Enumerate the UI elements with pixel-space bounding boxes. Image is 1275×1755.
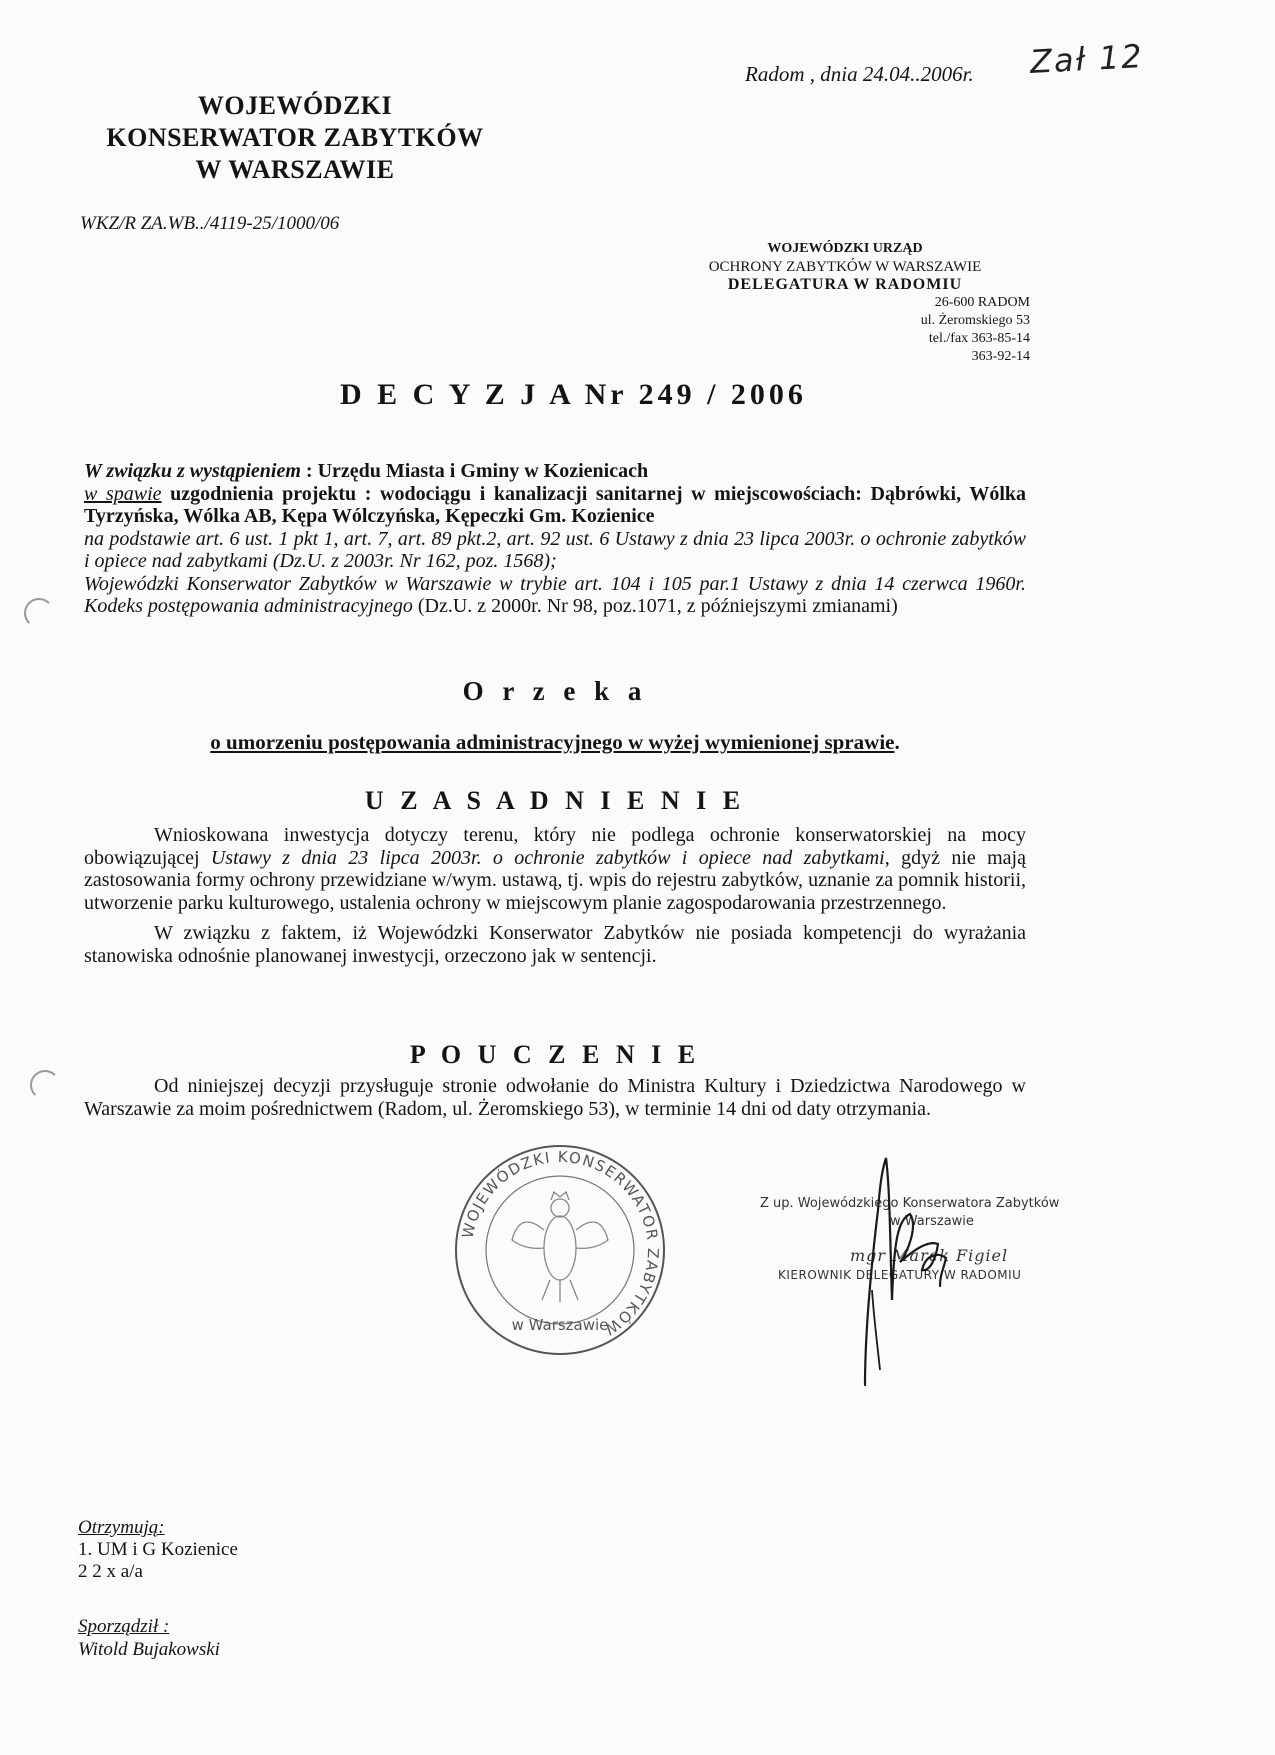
official-stamp: [450, 1140, 670, 1360]
preamble-authority-italic: Wojewódzki Konserwator Zabytków w Warszawie w trybie art. 104 i 105 par.1 Ustawy z dnia 14 czerwca 1960r. Kodeks postępowania administracyjnego: [84, 572, 1026, 617]
instruction-paragraph: Od niniejszej decyzji przysługuje stronie odwołanie do Ministra Kultury i Dziedzictwa Narodowego w Warszawie za moim pośrednictwem (Radom, ul. Żeromskiego 53), w terminie 14 dni od daty otrzymania.: [84, 1075, 1026, 1120]
document-date: Radom , dnia 24.04..2006r.: [745, 62, 974, 86]
office-address-1: 26-600 RADOM: [934, 295, 1030, 310]
ruling-text: o umorzeniu postępowania administracyjnego w wyżej wymienionej sprawie: [210, 730, 895, 754]
signatory-name: mgr Marek Figiel: [850, 1246, 1009, 1265]
issuer-name: [80, 90, 510, 186]
prepared-by-name: Witold Bujakowski: [78, 1639, 220, 1660]
handwritten-signature-icon: [820, 1150, 1020, 1395]
justification-body: [84, 824, 1026, 975]
office-address-2: ul. Żeromskiego 53: [920, 313, 1030, 328]
preamble-subject-label: w spawie: [84, 482, 162, 505]
prepared-by-label: Sporządził :: [78, 1616, 170, 1637]
preamble: [84, 460, 1026, 618]
recipient-1: 1. UM i G Kozienice: [78, 1539, 238, 1560]
recipients-label: Otrzymują:: [78, 1517, 165, 1538]
ruling-end: .: [894, 730, 900, 754]
signature-line-2: w Warszawie: [890, 1214, 974, 1229]
stamp-city: w Warszawie: [511, 1316, 609, 1334]
preamble-authority: [84, 573, 1026, 618]
issuer-line-2: KONSERWATOR ZABYTKÓW: [106, 123, 484, 152]
justification-heading: U Z A S A D N I E N I E: [364, 786, 746, 815]
signature-line-1: Z up. Wojewódzkiego Konserwatora Zabytków: [760, 1196, 1060, 1211]
recipients: [78, 1517, 238, 1583]
office-line-1: WOJEWÓDZKI URZĄD: [767, 241, 923, 256]
preamble-subject: [84, 483, 1026, 528]
preamble-subject-text: uzgodnienia projektu : wodociągu i kanalizacji sanitarnej w miejscowościach: Dąbrówki, Wólka Tyrzyńska, Wólka AB, Kępa Wólczyńska, Kępeczki Gm. Kozienice: [84, 482, 1026, 527]
office-address-block: [660, 240, 1030, 366]
justification-paragraph-1: [84, 824, 1026, 914]
decision-title: D E C Y Z J A Nr 249 / 2006: [340, 378, 807, 411]
reference-number: WKZ/R ZA.WB../4119-25/1000/06: [80, 213, 340, 234]
justification-p1-statute: Ustawy z dnia 23 lipca 2003r. o ochronie zabytków i opiece nad zabytkami: [210, 846, 885, 869]
handwritten-annotation: Zał 12: [1029, 37, 1145, 81]
justification-p1-start: Wnioskowana inwestycja dotyczy terenu, który nie podlega ochronie konserwatorskiej na mocy obowiązującej: [84, 824, 1026, 869]
stamp-text: WOJEWÓDZKI KONSERWATOR ZABYTKÓW: [458, 1147, 663, 1340]
justification-p1-end: , gdyż nie mają zastosowania formy ochrony przewidziane w/wym. ustawą, tj. wpis do rejestru zabytków, uznanie za pomnik historii, utworzenie parku kulturowego, ustalenia ochrony w miejscowym planie zagospodarowania przestrzennego.: [84, 846, 1026, 914]
punch-hole-mark: [24, 598, 54, 628]
recipient-2: 2 2 x a/a: [78, 1561, 143, 1582]
ruling: [84, 730, 1026, 755]
punch-hole-mark: [30, 1070, 60, 1100]
preamble-request-label: W związku z wystąpieniem: [84, 460, 301, 482]
eagle-emblem-icon: [512, 1192, 608, 1302]
preamble-legal-basis: na podstawie art. 6 ust. 1 pkt 1, art. 7, art. 89 pkt.2, art. 92 ust. 6 Ustawy z dnia 23 lipca 2003r. o ochronie zabytków i opiece nad zabytkami (Dz.U. z 2003r. Nr 162, poz. 1568);: [84, 527, 1026, 572]
orzeka-heading: O r z e k a: [462, 676, 648, 706]
office-line-2: OCHRONY ZABYTKÓW W WARSZAWIE: [708, 259, 982, 275]
office-line-3: DELEGATURA W RADOMIU: [727, 276, 963, 293]
justification-paragraph-2: W związku z faktem, iż Wojewódzki Konserwator Zabytków nie posiada kompetencji do wyrażania stanowiska odnośnie planowanej inwestycji, orzeczono jak w sentencji.: [84, 922, 1026, 967]
prepared-by: [78, 1615, 220, 1661]
preamble-request-text: : Urzędu Miasta i Gminy w Kozienicach: [300, 460, 649, 482]
preamble-request: [84, 460, 1026, 483]
issuer-line-1: WOJEWÓDZKI: [197, 91, 393, 120]
signatory-title: KIEROWNIK DELEGATURY W RADOMIU: [778, 1268, 1022, 1282]
office-phone-2: 363-92-14: [971, 349, 1030, 364]
instruction-body: [84, 1075, 1026, 1128]
preamble-authority-plain: (Dz.U. z 2000r. Nr 98, poz.1071, z późniejszymi zmianami): [412, 595, 898, 617]
office-phone-1: tel./fax 363-85-14: [928, 331, 1030, 346]
instruction-heading: P O U C Z E N I E: [409, 1040, 701, 1069]
issuer-line-3: W WARSZAWIE: [195, 155, 395, 184]
